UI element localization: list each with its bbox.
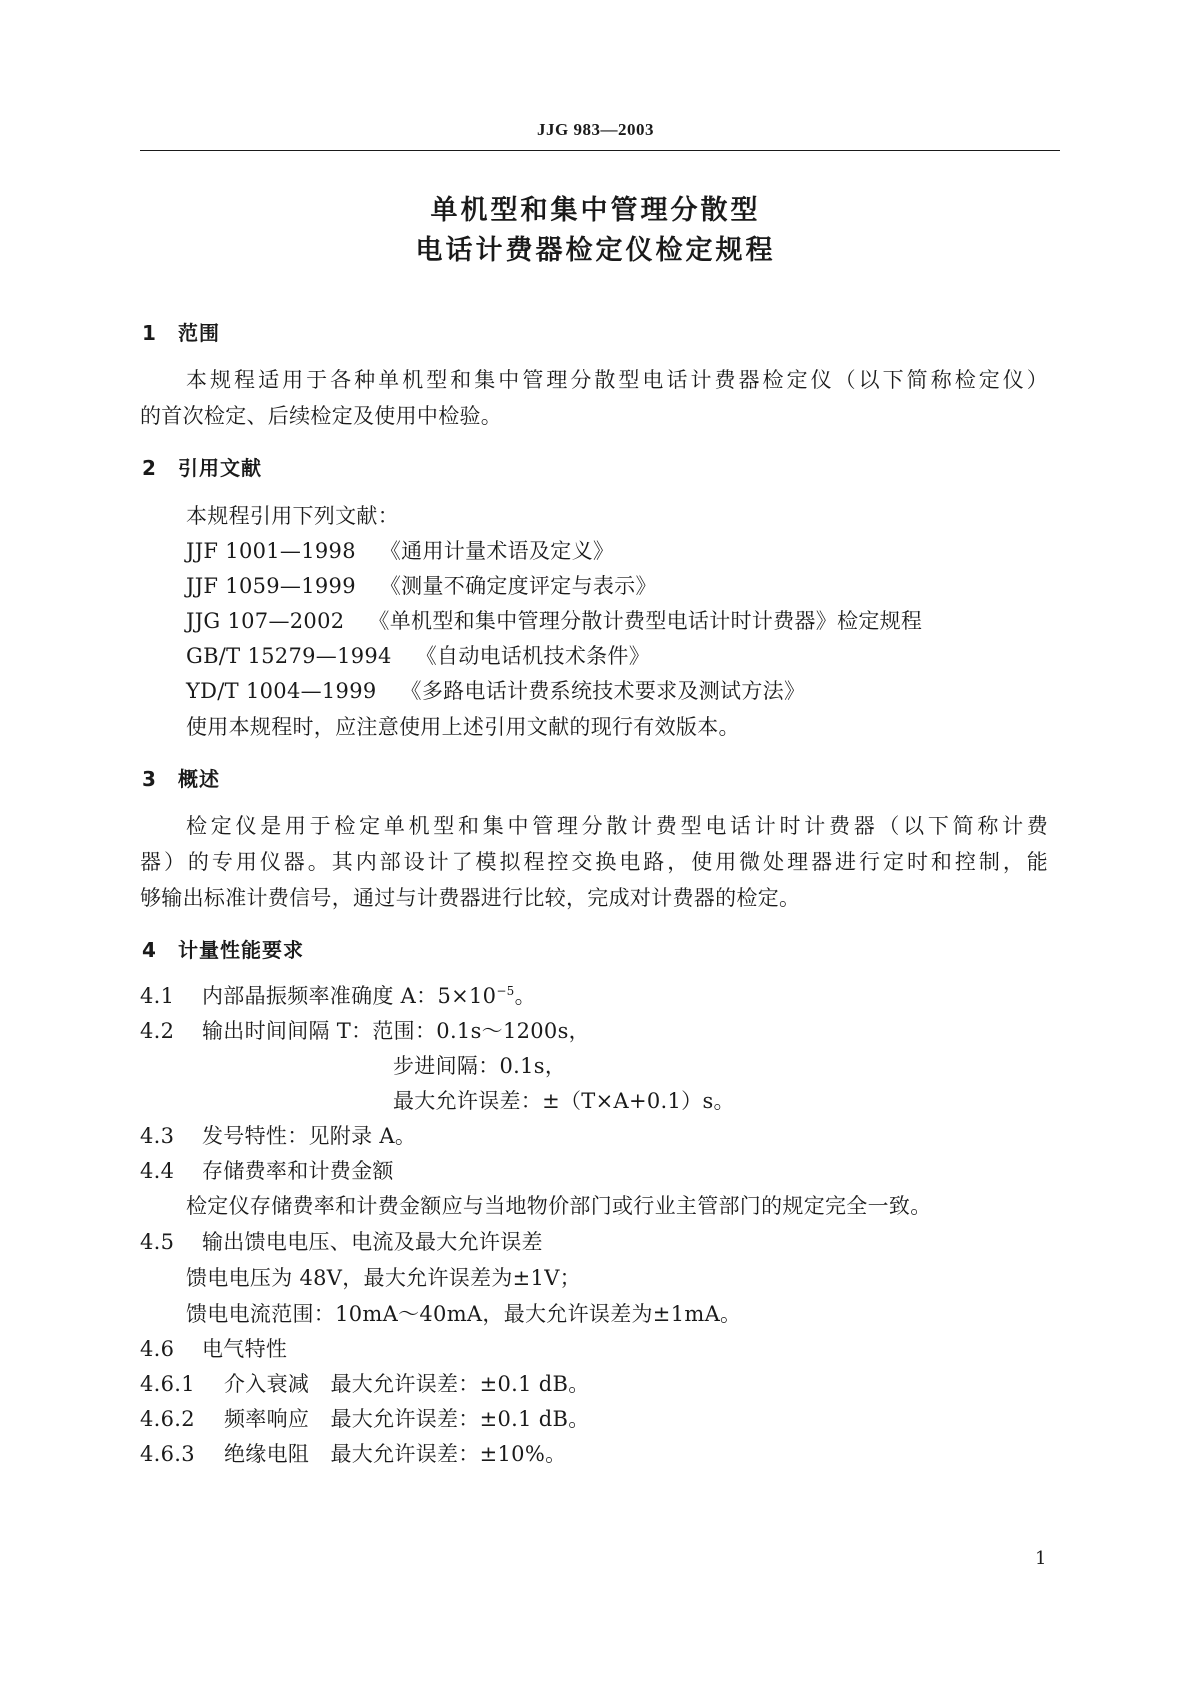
clause-4-4	[140, 1155, 394, 1185]
clause-4-2-step: 步进间隔：0.1s，	[393, 1054, 567, 1078]
clause-text: 存储费率和计费金额	[202, 1159, 394, 1183]
section-title: 概述	[178, 767, 220, 791]
section-title: 引用文献	[178, 456, 262, 480]
clause-4-5-voltage: 馈电电压为 48V，最大允许误差为±1V；	[186, 1266, 581, 1290]
s3-paragraph-line3: 够输出标准计费信号，通过与计费器进行比较，完成对计费器的检定。	[140, 886, 801, 910]
s2-intro: 本规程引用下列文献：	[186, 504, 399, 528]
s3-paragraph-line2: 器）的专用仪器。其内部设计了模拟程控交换电路，使用微处理器进行定时和控制，能	[140, 850, 1048, 874]
reference-title: 《单机型和集中管理分散计费型电话计时计费器》检定规程	[368, 609, 923, 633]
clause-number: 4.6.3	[140, 1442, 195, 1466]
document-title-line1: 单机型和集中管理分散型	[430, 195, 761, 226]
reference-code: JJF 1059—1999	[186, 574, 356, 598]
section-number: 3	[142, 767, 157, 791]
s1-paragraph-line2: 的首次检定、后续检定及使用中检验。	[140, 404, 503, 428]
section-number: 1	[142, 321, 157, 345]
reference-item	[186, 640, 650, 670]
clause-number: 4.3	[140, 1124, 175, 1148]
exponent: −5	[496, 984, 515, 998]
clause-number: 4.6	[140, 1337, 175, 1361]
clause-number: 4.6.1	[140, 1372, 195, 1396]
s2-note: 使用本规程时，应注意使用上述引用文献的现行有效版本。	[186, 715, 740, 739]
clause-text: 介入衰减 最大允许误差：±0.1 dB。	[224, 1372, 590, 1396]
clause-4-6	[140, 1333, 287, 1363]
clause-4-6-2	[140, 1403, 590, 1433]
section-title: 范围	[178, 321, 220, 345]
section-title: 计量性能要求	[178, 938, 304, 962]
document-title-line2: 电话计费器检定仪检定规程	[415, 235, 776, 266]
reference-item	[186, 605, 922, 635]
clause-number: 4.4	[140, 1159, 175, 1183]
reference-code: YD/T 1004—1999	[186, 679, 377, 703]
clause-4-2	[140, 1015, 590, 1045]
clause-text: 频率响应 最大允许误差：±0.1 dB。	[224, 1407, 590, 1431]
reference-code: JJF 1001—1998	[186, 539, 356, 563]
reference-code: GB/T 15279—1994	[186, 644, 392, 668]
clause-4-4-body: 检定仪存储费率和计费金额应与当地物价部门或行业主管部门的规定完全一致。	[186, 1194, 932, 1218]
page-number: 1	[1035, 1548, 1047, 1569]
clause-end: 。	[514, 984, 536, 1008]
clause-text: 电气特性	[202, 1337, 288, 1361]
reference-title: 《通用计量术语及定义》	[379, 539, 615, 563]
reference-title: 《自动电话机技术条件》	[415, 644, 651, 668]
clause-4-2-mpe: 最大允许误差：±（T×A+0.1）s。	[393, 1089, 735, 1113]
reference-title: 《测量不确定度评定与表示》	[379, 574, 657, 598]
clause-text: 内部晶振频率准确度 A：5×10	[202, 984, 497, 1008]
section-2-heading	[142, 452, 262, 481]
reference-item	[186, 535, 614, 565]
clause-4-6-3	[140, 1438, 566, 1468]
clause-text: 发号特性：见附录 A。	[202, 1124, 417, 1148]
clause-4-6-1	[140, 1368, 590, 1398]
clause-4-5	[140, 1226, 543, 1256]
section-3-heading	[142, 763, 220, 792]
reference-item	[186, 675, 805, 705]
reference-title: 《多路电话计费系统技术要求及测试方法》	[400, 679, 806, 703]
clause-text: 绝缘电阻 最大允许误差：±10%。	[224, 1442, 567, 1466]
section-1-heading	[142, 317, 220, 346]
clause-number: 4.6.2	[140, 1407, 195, 1431]
header-rule	[140, 150, 1060, 151]
reference-item	[186, 570, 657, 600]
section-number: 4	[142, 938, 157, 962]
section-number: 2	[142, 456, 157, 480]
clause-number: 4.5	[140, 1230, 175, 1254]
clause-text: 输出馈电电压、电流及最大允许误差	[202, 1230, 543, 1254]
clause-text: 输出时间间隔 T：范围：0.1s～1200s，	[202, 1019, 590, 1043]
clause-4-5-current: 馈电电流范围：10mA～40mA，最大允许误差为±1mA。	[186, 1302, 742, 1326]
clause-number: 4.1	[140, 984, 175, 1008]
running-header: JJG 983—2003	[537, 120, 654, 139]
clause-4-3	[140, 1120, 416, 1150]
clause-number: 4.2	[140, 1019, 175, 1043]
s3-paragraph-line1: 检定仪是用于检定单机型和集中管理分散计费型电话计时计费器（以下简称计费	[186, 814, 1048, 838]
reference-code: JJG 107—2002	[186, 609, 345, 633]
s1-paragraph-line1: 本规程适用于各种单机型和集中管理分散型电话计费器检定仪（以下简称检定仪）	[186, 368, 1048, 392]
clause-4-1	[140, 980, 536, 1010]
section-4-heading	[142, 934, 304, 963]
